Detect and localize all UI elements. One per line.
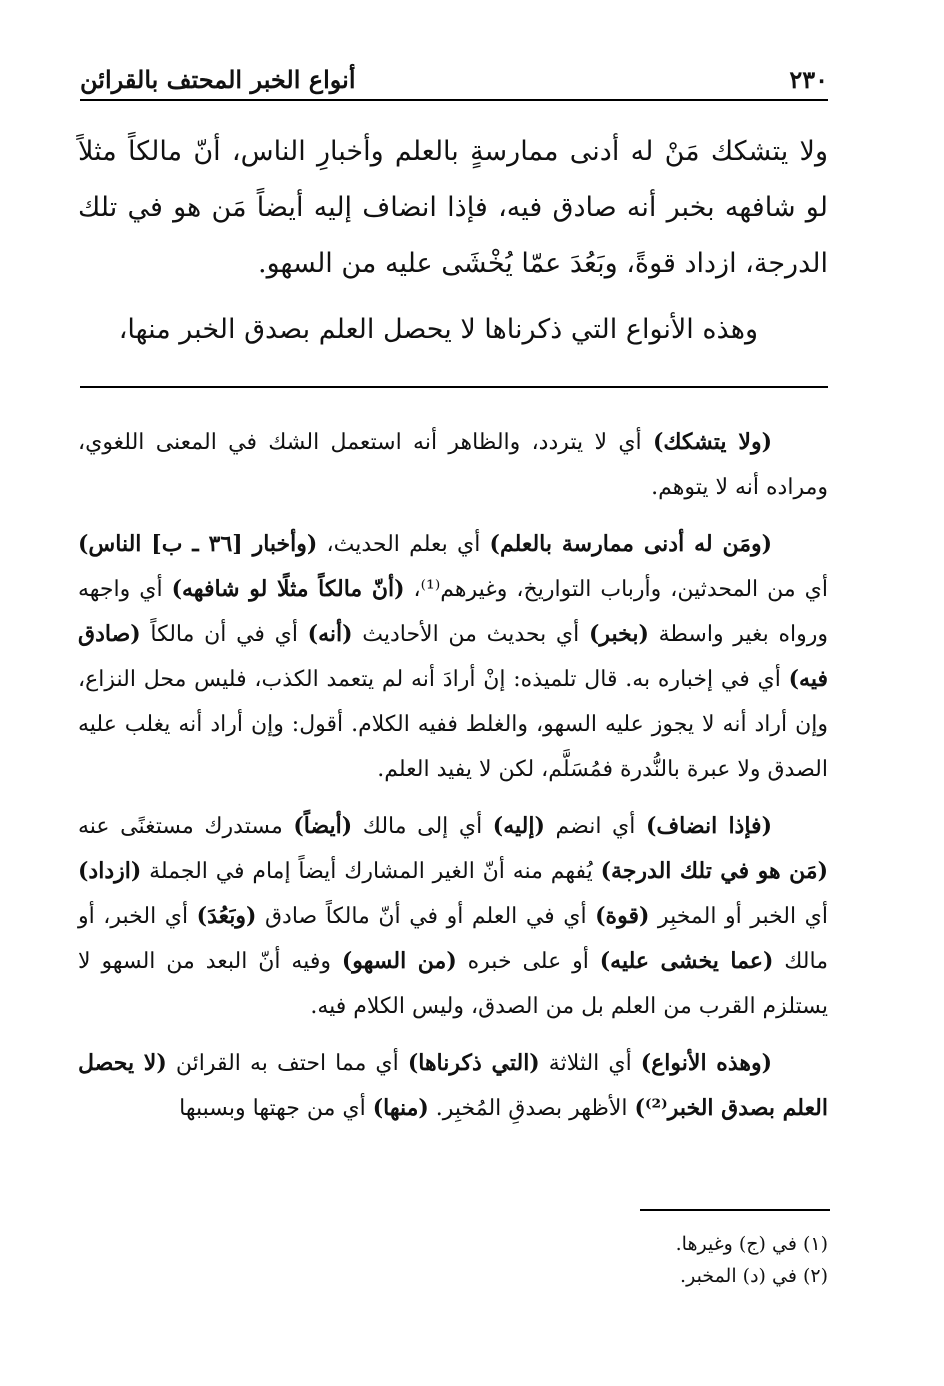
commentary-text: أي في إخباره به. قال تلميذه: إنْ أرادَ أنه لم يتعمد الكذب، فليس محل النزاع، وإن أراد أنه لا يجوز عليه السهو، والغلط ففيه الكلام. أقول: وإن أراد أنه يغلب عليه الصدق ولا عبرة بالنُّدرة فمُسَلَّم، لكن لا يفيد العلم. xyxy=(78,667,828,782)
commentary-text: وفيه أنّ البعد من السهو لا يستلزم القرب من العلم بل من الصدق، وليس الكلام فيه. xyxy=(78,949,828,1019)
commentary-paragraph xyxy=(78,522,828,792)
commentary-paragraph xyxy=(78,420,828,510)
footnotes xyxy=(500,1228,828,1292)
quoted-matn-text: (بخبر) xyxy=(588,621,649,647)
commentary-text: أي لا يتردد، والظاهر أنه استعمل الشك في المعنى اللغوي، ومراده أنه لا يتوهم. xyxy=(78,430,828,500)
commentary-text: مستدرك مستغنًى عنه xyxy=(78,814,294,839)
commentary-text: أي انضم xyxy=(544,814,646,839)
commentary-text: أو على خبره xyxy=(456,949,600,974)
main-paragraph-2: وهذه الأنواع التي ذكرناها لا يحصل العلم بصدق الخبر منها، xyxy=(118,314,758,345)
quoted-matn-text: (من السهو) xyxy=(341,948,457,974)
page-header xyxy=(80,54,828,94)
header-divider xyxy=(80,99,828,101)
commentary-paragraph xyxy=(78,804,828,1029)
quoted-matn-text: (ولا يتشكك) xyxy=(652,429,773,455)
main-text xyxy=(78,124,828,358)
commentary xyxy=(78,420,828,1143)
quoted-matn-text: (منها) xyxy=(372,1095,429,1121)
footnote-2: (٢) في (د) المخبر. xyxy=(680,1265,828,1287)
quoted-matn-text: (أنه) xyxy=(307,621,353,647)
commentary-text: أي إلى مالك xyxy=(352,814,493,839)
commentary-text: أي من المحدثين، وأرباب التواريخ، وغيرهم⁽¹⁾، xyxy=(404,577,829,602)
quoted-matn-text: (عما يخشى عليه) xyxy=(599,948,774,974)
commentary-text: أي الخبر أو المخبِر xyxy=(649,904,828,929)
quoted-matn-text: (وأخبار [٣٦ ـ ب] الناس) xyxy=(78,531,318,557)
commentary-text: أي مما احتف به القرائن xyxy=(166,1051,408,1076)
quoted-matn-text: (صادق فيه) xyxy=(78,621,828,692)
quoted-matn-text: (فإذا انضاف) xyxy=(645,813,772,839)
commentary-text: أي الثلاثة xyxy=(539,1051,641,1076)
page-number: ٢٣٠ xyxy=(789,65,828,94)
quoted-matn-text: (أنّ مالكاً مثلًا لو شافهه) xyxy=(171,576,405,602)
commentary-text: أي من جهتها وبسببها xyxy=(179,1096,373,1121)
commentary-text: أي بعلم الحديث، xyxy=(317,532,490,557)
commentary-text: أي في أن مالكاً xyxy=(140,622,308,647)
quoted-matn-text: (إليه) xyxy=(492,813,545,839)
commentary-text: أي واجهه ورواه بغير واسطة xyxy=(78,577,828,647)
quoted-matn-text: (أيضاً) xyxy=(293,813,353,839)
footnote-1: (١) في (ج) وغيرها. xyxy=(675,1233,828,1255)
quoted-matn-text: (ومَن له أدنى ممارسة بالعلم) xyxy=(489,531,773,557)
commentary-text: أي الخبر، أو مالك xyxy=(78,904,828,974)
quoted-matn-text: (قوة) xyxy=(595,903,650,929)
main-paragraph-1: ولا يتشكك مَنْ له أدنى ممارسةٍ بالعلم وأخبارِ الناس، أنّ مالكاً مثلاً لو شافهه بخبر أنه صادق فيه، فإذا انضاف إليه أيضاً مَن هو في تلك الدرجة، ازداد قوةً، وبَعُدَ عمّا يُخْشَى عليه من السهو. xyxy=(78,136,828,279)
quoted-matn-text: (وبَعُدَ) xyxy=(196,903,257,929)
running-title: أنواع الخبر المحتف بالقرائن xyxy=(80,65,356,94)
quoted-matn-text: (التي ذكرناها) xyxy=(407,1050,540,1076)
commentary-text: الأظهر بصدقِ المُخبِر. xyxy=(428,1096,635,1121)
footnote-divider xyxy=(640,1209,830,1211)
commentary-text: أي في العلم أو في أنّ مالكاً صادق xyxy=(256,904,596,929)
section-divider xyxy=(80,386,828,388)
commentary-text: يُفهم منه أنّ الغير المشارك أيضاً إمام في الجملة xyxy=(141,859,601,884)
commentary-text: أي بحديث من الأحاديث xyxy=(352,622,589,647)
quoted-matn-text: (مَن هو في تلك الدرجة) xyxy=(600,858,829,884)
quoted-matn-text: (لا يحصل العلم بصدق الخبر⁽²⁾) xyxy=(78,1050,828,1121)
quoted-matn-text: (وهذه الأنواع) xyxy=(640,1050,773,1076)
quoted-matn-text: (ازداد) xyxy=(78,858,142,884)
commentary-paragraph xyxy=(78,1041,828,1131)
